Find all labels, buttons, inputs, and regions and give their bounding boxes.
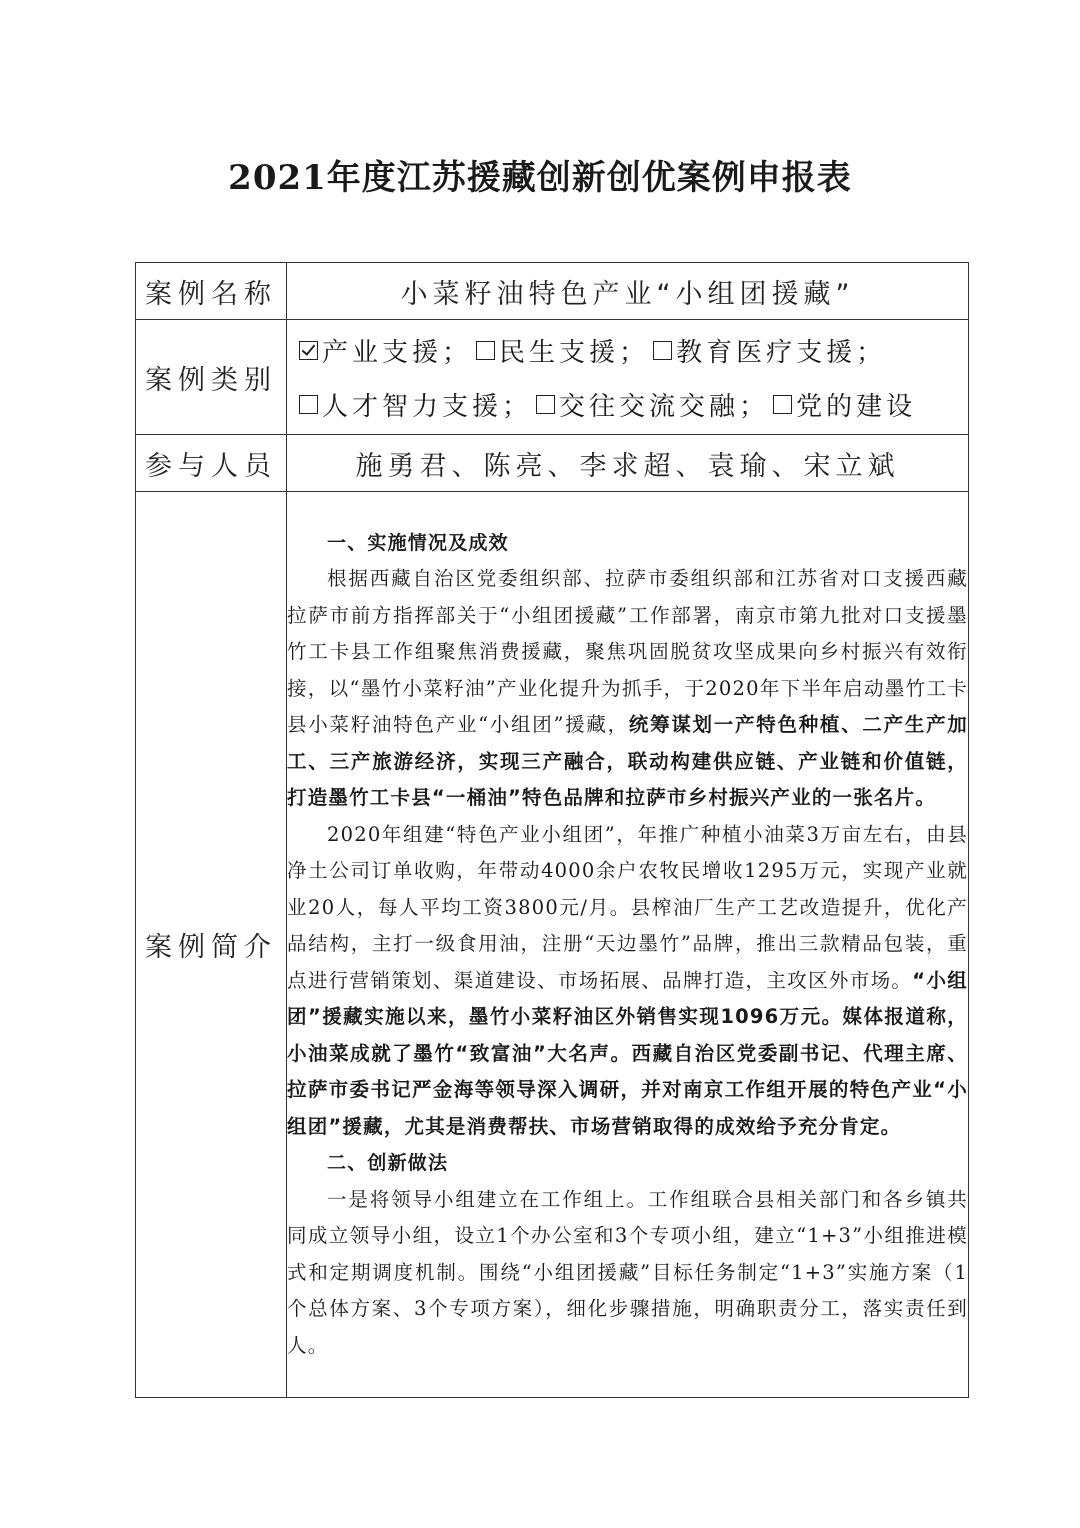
case-category-label: 案例类别	[136, 320, 287, 435]
section-heading: 一、实施情况及成效	[327, 531, 509, 554]
paragraph: 一是将领导小组建立在工作组上。工作组联合县相关部门和各乡镇共同成立领导小组，设立1个办公室和3个专项小组，建立“1+3”小组推进模式和定期调度机制。围绕“小组团援藏”目标任务制定“1+3”实施方案（1个总体方案、3个专项方案），细化步骤措施，明确职责分工，落实责任到人。	[287, 1187, 968, 1357]
category-option-education-medical[interactable]	[653, 332, 890, 369]
category-option-label: 产业支援	[322, 337, 443, 368]
table-row-participants	[136, 435, 969, 492]
table-row-case-name	[136, 263, 969, 320]
checkbox-unchecked-icon[interactable]	[536, 395, 555, 414]
category-line-1	[287, 323, 968, 377]
participants-label: 参与人员	[136, 435, 287, 492]
paragraph-text: 2020年组建“特色产业小组团”，年推广种植小油菜3万亩左右，由县净土公司订单收购，年带动4000余户农牧民增收1295万元，实现产业就业20人，每人平均工资3800元/月。县榨油厂生产工艺改造提升，优化产品结构，主打一级食用油，注册“天边墨竹”品牌，推出三款精品包装，重点进行营销策划、渠道建设、市场拓展、品牌打造，主攻区外市场。	[287, 822, 968, 992]
paragraph-bold-text: 统筹谋划一产特色种植、二产生产加工、三产旅游经济，实现三产融合，联动构建供应链、产业链和价值链，打造墨竹工卡县“一桶油”特色品牌和拉萨市乡村振兴产业的一张名片。	[287, 713, 969, 810]
category-separator: ；	[442, 337, 473, 368]
category-separator: ；	[739, 391, 770, 422]
paragraph-text: 根据西藏自治区党委组织部、拉萨市委组织部和江苏省对口支援西藏拉萨市前方指挥部关于“小组团援藏”工作部署，南京市第九批对口支援墨竹工卡县工作组聚焦消费援藏，聚焦巩固脱贫攻坚成果向乡村振兴有效衔接，以“墨竹小菜籽油”产业化提升为抓手，于2020年下半年启动墨竹工卡县小菜籽油特色产业“小组团”援藏，	[287, 567, 968, 737]
case-category-options	[287, 320, 969, 435]
category-option-label: 教育医疗支援	[676, 337, 857, 368]
paragraph	[287, 817, 968, 1146]
category-option-livelihood[interactable]	[476, 332, 653, 369]
page-title: 2021年度江苏援藏创新创优案例申报表	[228, 158, 852, 198]
section-heading: 二、创新做法	[327, 1152, 449, 1175]
table-row-summary	[136, 492, 969, 1398]
application-form-table	[135, 262, 969, 1398]
category-option-party-building[interactable]	[773, 386, 916, 423]
category-option-exchange[interactable]	[536, 386, 773, 423]
category-separator: ；	[619, 337, 650, 368]
case-name-label: 案例名称	[136, 263, 287, 320]
participants-value: 施勇君、陈亮、李求超、袁瑜、宋立斌	[287, 435, 969, 492]
category-option-label: 交往交流交融	[559, 391, 740, 422]
table-row-case-category	[136, 320, 969, 435]
category-separator: ；	[856, 337, 887, 368]
category-separator: ；	[502, 391, 533, 422]
checkbox-checked-icon[interactable]	[299, 341, 318, 360]
case-name-value: 小菜籽油特色产业“小组团援藏”	[287, 263, 969, 320]
checkbox-unchecked-icon[interactable]	[773, 395, 792, 414]
summary-content	[287, 492, 969, 1398]
checkbox-unchecked-icon[interactable]	[299, 395, 318, 414]
category-option-label: 民生支援	[499, 337, 620, 368]
category-option-label: 人才智力支援	[322, 391, 503, 422]
category-line-2	[287, 377, 968, 431]
category-option-label: 党的建设	[796, 391, 917, 422]
summary-label: 案例简介	[136, 492, 287, 1398]
checkbox-unchecked-icon[interactable]	[653, 341, 672, 360]
checkbox-unchecked-icon[interactable]	[476, 341, 495, 360]
paragraph	[287, 561, 968, 817]
category-option-industry[interactable]	[299, 332, 476, 369]
category-option-talent[interactable]	[299, 386, 536, 423]
paragraph-bold-text: “小组团”援藏实施以来，墨竹小菜籽油区外销售实现1096万元。媒体报道称，小油菜成就了墨竹“致富油”大名声。西藏自治区党委副书记、代理主席、拉萨市委书记严金海等领导深入调研，并对南京工作组开展的特色产业“小组团”援藏，尤其是消费帮扶、市场营销取得的成效给予充分肯定。	[287, 968, 968, 1138]
